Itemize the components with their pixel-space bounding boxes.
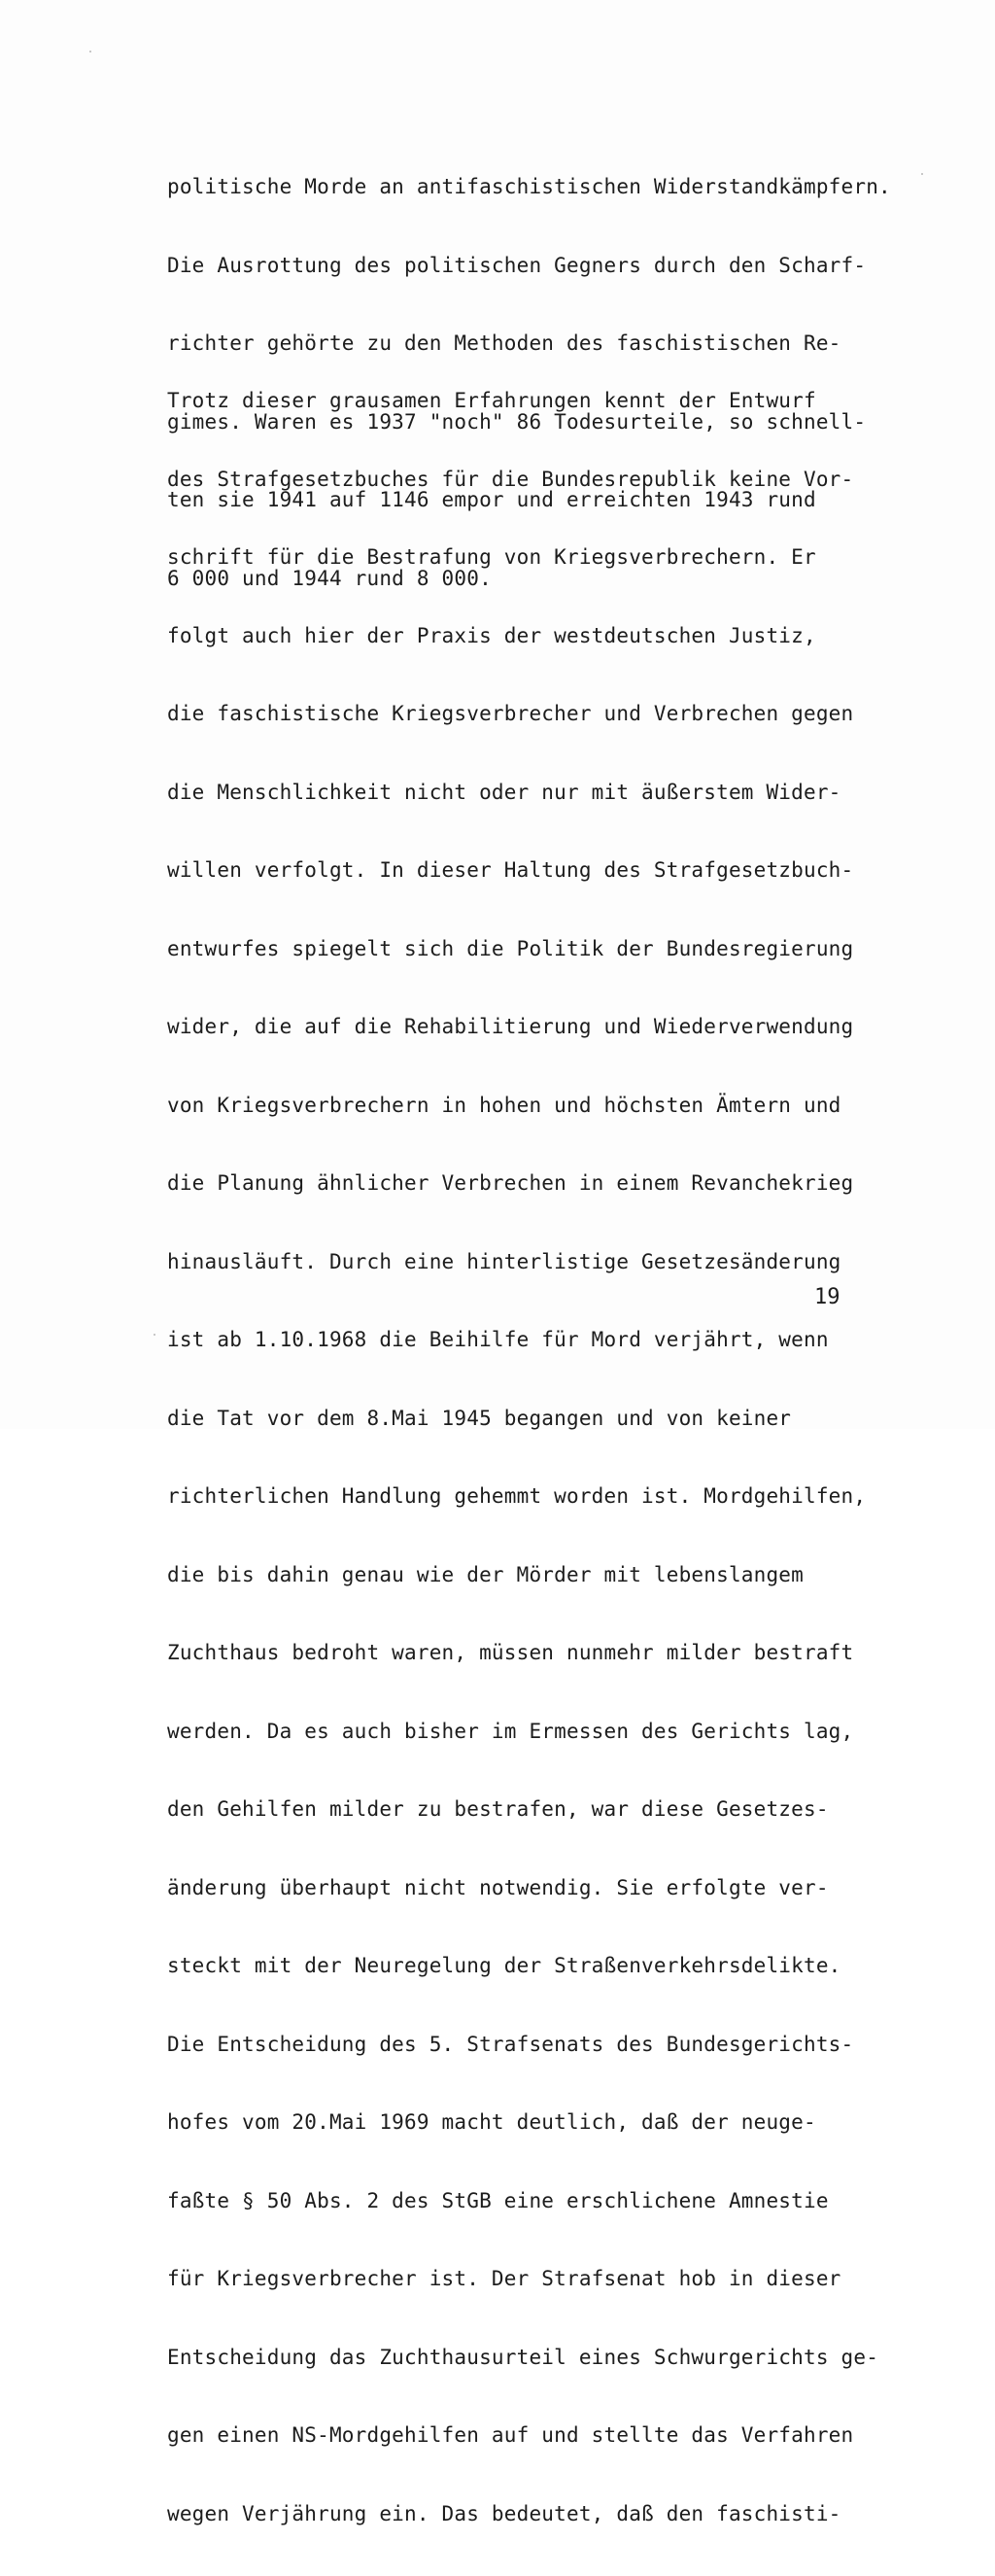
text-line: wegen Verjährung ein. Das bedeutet, daß den faschisti- bbox=[167, 2501, 841, 2525]
paragraph-2 bbox=[167, 338, 878, 2576]
text-line: Trotz dieser grausamen Erfahrungen kennt der Entwurf bbox=[167, 389, 816, 412]
text-line: willen verfolgt. In dieser Haltung des Strafgesetzbuch- bbox=[167, 858, 854, 882]
text-line: änderung überhaupt nicht notwendig. Sie erfolgte ver- bbox=[167, 1875, 829, 1899]
text-line: entwurfes spiegelt sich die Politik der Bundesregierung bbox=[167, 936, 854, 960]
text-line: Entscheidung das Zuchthausurteil eines Schwurgerichts ge- bbox=[167, 2345, 879, 2369]
text-line: schrift für die Bestrafung von Kriegsverbrechern. Er bbox=[167, 545, 816, 569]
text-line: 6 000 und 1944 rund 8 000. bbox=[167, 566, 492, 590]
text-line: ist ab 1.10.1968 die Beihilfe für Mord verjährt, wenn bbox=[167, 1328, 829, 1351]
text-line: ten sie 1941 auf 1146 empor und erreichten 1943 rund bbox=[167, 488, 816, 512]
text-line: richter gehörte zu den Methoden des faschistischen Re- bbox=[167, 331, 841, 356]
text-line: werden. Da es auch bisher im Ermessen des Gerichts lag, bbox=[167, 1719, 854, 1743]
text-line: hofes vom 20.Mai 1969 macht deutlich, daß der neuge- bbox=[167, 2110, 816, 2134]
text-line: gen einen NS-Mordgehilfen auf und stellte das Verfahren bbox=[167, 2423, 854, 2447]
text-line: die faschistische Kriegsverbrecher und Verbrechen gegen bbox=[167, 702, 854, 725]
text-line: richterlichen Handlung gehemmt worden ist. Mordgehilfen, bbox=[167, 1484, 867, 1508]
text-line: Die Ausrottung des politischen Gegners durch den Scharf- bbox=[167, 253, 867, 277]
text-line: folgt auch hier der Praxis der westdeutschen Justiz, bbox=[167, 623, 816, 647]
text-line: des Strafgesetzbuches für die Bundesrepublik keine Vor- bbox=[167, 467, 854, 491]
text-line: die Planung ähnlicher Verbrechen in einem Revanchekrieg bbox=[167, 1171, 854, 1195]
text-line: den Gehilfen milder zu bestrafen, war diese Gesetzes- bbox=[167, 1797, 829, 1821]
text-line: faßte § 50 Abs. 2 des StGB eine erschlichene Amnestie bbox=[167, 2188, 829, 2212]
text-line: die Menschlichkeit nicht oder nur mit äußerstem Wider- bbox=[167, 780, 841, 804]
text-line: Zuchthaus bedroht waren, müssen nunmehr milder bestraft bbox=[167, 1641, 854, 1664]
text-line: wider, die auf die Rehabilitierung und Wiederverwendung bbox=[167, 1015, 854, 1038]
text-line: die bis dahin genau wie der Mörder mit lebenslangem bbox=[167, 1562, 804, 1586]
text-line: für Kriegsverbrecher ist. Der Strafsenat hob in dieser bbox=[167, 2267, 841, 2290]
text-line: politische Morde an antifaschistischen Widerstandkämpfern. bbox=[167, 175, 891, 198]
paper-speck bbox=[921, 173, 923, 175]
page-number: 19 bbox=[814, 1285, 841, 1309]
paper-speck bbox=[154, 1334, 155, 1336]
text-line: Die Entscheidung des 5. Strafsenats des Bundesgerichts- bbox=[167, 2032, 854, 2056]
text-line: gimes. Waren es 1937 "noch" 86 Todesurteile, so schnell- bbox=[167, 409, 867, 434]
text-line: von Kriegsverbrechern in hohen und höchsten Ämtern und bbox=[167, 1093, 841, 1117]
paper-speck bbox=[89, 51, 91, 52]
text-line: steckt mit der Neuregelung der Straßenverkehrsdelikte. bbox=[167, 1954, 841, 1977]
text-line: die Tat vor dem 8.Mai 1945 begangen und von keiner bbox=[167, 1406, 792, 1430]
text-line: hinausläuft. Durch eine hinterlistige Gesetzesänderung bbox=[167, 1249, 841, 1273]
